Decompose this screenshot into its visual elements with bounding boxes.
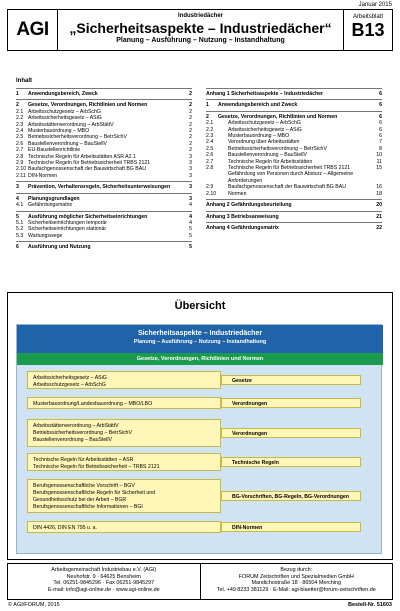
contents-title: Inhalt bbox=[16, 78, 32, 84]
toc-entry-page: 2 bbox=[189, 121, 192, 128]
toc-entry-title: Gesetze, Verordnungen, Richtlinien und Normen bbox=[28, 102, 148, 109]
toc-entry-title: Prävention, Verhaltensregeln, Sicherheitsunterweisungen bbox=[28, 184, 171, 191]
toc-entry-title: Anhang 3 Betriebsanweisung bbox=[206, 213, 279, 220]
toc-entry-number: 2.3 bbox=[206, 133, 214, 140]
toc-entry-number: 2 bbox=[16, 102, 19, 109]
toc-entry-number: 1 bbox=[206, 102, 209, 109]
toc-entry-title: Musterbauordnung – MBO bbox=[228, 133, 290, 140]
regulation-line: Berufsgenossenschaftliche Vorschrift – BGV bbox=[33, 483, 135, 489]
regulation-line: Technische Regeln für Betriebssicherheit – TRBS 2121 bbox=[33, 464, 160, 470]
toc-entry-page: 6 bbox=[379, 113, 382, 120]
regulation-line: DIN 4426, DIN EN 795 u. a. bbox=[33, 525, 98, 531]
toc-entry-page: 6 bbox=[379, 102, 382, 109]
toc-entry-number: 6 bbox=[16, 244, 19, 251]
toc-entry-title: Anhang 4 Gefährdungsmatrix bbox=[206, 224, 279, 231]
regulation-box bbox=[27, 479, 221, 513]
toc-entry-title: Normen bbox=[228, 190, 247, 197]
toc-entry-number: 2.8 bbox=[206, 165, 214, 172]
toc-entry-page: 6 bbox=[379, 120, 382, 127]
agi-logo: AGI bbox=[8, 10, 58, 50]
toc-entry bbox=[206, 199, 382, 208]
regulation-line: Technische Regeln für Arbeitsstätten – ASR bbox=[33, 457, 134, 463]
toc-entry-page: 8 bbox=[379, 145, 382, 152]
toc-entry-page: 10 bbox=[376, 152, 382, 159]
toc-entry-title: Technische Regeln für Betriebssicherheit TRBS 2121 bbox=[28, 160, 151, 167]
toc-entry-number: 5 bbox=[16, 213, 19, 220]
footer-line: Bezug durch: bbox=[280, 567, 313, 573]
toc-entry-title: Wartungswege bbox=[28, 232, 63, 239]
category-label: Technische Regeln bbox=[221, 457, 361, 467]
toc-entry-title: Arbeitsstättenverordnung – ArbStättV bbox=[28, 121, 114, 128]
diagram-category-bar: Gesetze, Verordnungen, Richtlinien und Normen bbox=[17, 353, 383, 365]
toc-entry-title: Ausführung und Nutzung bbox=[28, 244, 91, 251]
toc-entry-number: 4.1 bbox=[16, 202, 24, 209]
toc-entry-page: 6 bbox=[379, 91, 382, 97]
regulation-box bbox=[27, 371, 221, 389]
toc-entry bbox=[16, 173, 192, 179]
toc-entry bbox=[206, 211, 382, 220]
toc-entry-title: Technische Regeln für Arbeitsstätten bbox=[228, 158, 313, 165]
regulation-line: Arbeitssicherheitsgesetz – ASiG bbox=[33, 375, 107, 381]
toc-entry-page: 2 bbox=[189, 134, 192, 141]
toc-entry-page: 2 bbox=[189, 147, 192, 154]
diagram-header-subtitle: Planung – Ausführung – Nutzung – Instandhaltung bbox=[133, 339, 267, 345]
toc-entry-title: Technische Regeln für Arbeitsstätten ASR A2.1 bbox=[28, 153, 136, 160]
toc-entry-number: 4 bbox=[16, 195, 19, 202]
toc-entry-number: 2 bbox=[206, 113, 209, 120]
toc-entry-page: 2 bbox=[189, 102, 192, 109]
toc-entry-title: Technische Regeln für Betriebssicherheit TRBS 2121 Gefährdung von Personen durch Absturz – Allgemeine Anforderungen bbox=[228, 165, 354, 184]
regulation-line: Berufsgenossenschaftliche Regeln für Sicherheit und bbox=[33, 490, 155, 496]
toc-entry bbox=[16, 88, 192, 97]
toc-entry-number: 2.6 bbox=[206, 152, 214, 159]
toc-entry-number: 2.1 bbox=[206, 120, 214, 127]
toc-entry-title: Betriebssicherheitsverordnung – BetrSichV bbox=[28, 134, 127, 141]
publisher-address bbox=[8, 564, 200, 599]
toc-entry-title: Arbeitssicherheitsgesetz – ASiG bbox=[228, 126, 302, 133]
toc-entry-number: 2.7 bbox=[206, 158, 214, 165]
toc-entry-page: 6 bbox=[379, 133, 382, 140]
toc-entry-number: 2.1 bbox=[16, 108, 24, 115]
contents-left-column bbox=[16, 86, 192, 251]
overview-title: Übersicht bbox=[174, 300, 226, 312]
regulation-box bbox=[27, 453, 221, 471]
contents-right-column bbox=[206, 86, 382, 231]
toc-entry-page: 2 bbox=[189, 115, 192, 122]
toc-entry bbox=[16, 241, 192, 250]
toc-entry-number: 2.2 bbox=[206, 126, 214, 133]
toc-entry-page: 3 bbox=[189, 172, 192, 179]
toc-entry-number: 2.4 bbox=[16, 128, 24, 135]
toc-entry-page: 6 bbox=[379, 126, 382, 133]
toc-entry-title: Musterbauordnung – MBO bbox=[28, 128, 90, 135]
toc-entry-title: Ausführung möglicher Sicherheitseinrichtungen bbox=[28, 213, 148, 220]
toc-entry-page: 15 bbox=[376, 165, 382, 172]
toc-entry-title: Anwendungsbereich und Zweck bbox=[218, 102, 298, 109]
toc-entry-page: 4 bbox=[189, 202, 192, 209]
toc-entry-number: 5.2 bbox=[16, 226, 24, 233]
toc-entry-page: 5 bbox=[189, 232, 192, 239]
toc-entry-title: Anwendungsbereich, Zweck bbox=[28, 91, 98, 97]
footer-line: Neuhofstr. 9 · 64625 Bensheim bbox=[66, 573, 141, 580]
toc-entry-page: 3 bbox=[189, 160, 192, 167]
toc-entry-number: 2.6 bbox=[16, 140, 24, 147]
toc-entry-number: 2.3 bbox=[16, 121, 24, 128]
title-block bbox=[58, 10, 344, 50]
footer bbox=[7, 563, 393, 600]
toc-entry-title: Arbeitsschutzgesetz – ArbSchG bbox=[228, 120, 301, 127]
toc-entry-page: 18 bbox=[376, 190, 382, 197]
toc-entry-number: 2.7 bbox=[16, 147, 24, 154]
toc-entry-title: Sicherheitseinrichtungen stationär bbox=[28, 226, 107, 233]
category-label: BG-Vorschriften, BG-Regeln, BG-Verordnungen bbox=[221, 491, 361, 501]
toc-entry-page: 2 bbox=[189, 140, 192, 147]
toc-entry-page: 7 bbox=[379, 139, 382, 146]
distributor-address bbox=[200, 564, 393, 599]
toc-entry-title: Gefährdungsmatrix bbox=[28, 202, 73, 209]
toc-entry-title: Arbeitssicherheitsgesetz – ASiG bbox=[28, 115, 102, 122]
toc-entry-title: Planungsgrundlagen bbox=[28, 195, 80, 202]
toc-entry-number: 2.5 bbox=[16, 134, 24, 141]
sheet-block bbox=[344, 10, 392, 50]
toc-entry-page: 22 bbox=[376, 224, 382, 231]
category-label: DIN-Normen bbox=[221, 522, 361, 532]
toc-entry-number: 5.3 bbox=[16, 232, 24, 239]
toc-entry-title: Arbeitsschutzgesetz – ArbSchG bbox=[28, 108, 101, 115]
toc-entry bbox=[16, 99, 192, 108]
toc-entry-page: 2 bbox=[189, 108, 192, 115]
footer-line: Tel. 06251-9845296 · Fax 06251-9845297 bbox=[53, 580, 155, 587]
toc-entry-page: 2 bbox=[189, 128, 192, 135]
category-label: Verordnungen bbox=[221, 398, 361, 408]
toc-entry-number: 2.8 bbox=[16, 153, 24, 160]
regulation-line: Berufsgenossenschaftliche Informationen – BGI bbox=[33, 504, 143, 510]
toc-entry-title: Gesetze, Verordnungen, Richtlinien und Normen bbox=[218, 113, 338, 120]
toc-entry-page: 11 bbox=[376, 158, 382, 165]
toc-entry bbox=[16, 233, 192, 239]
toc-entry-page: 4 bbox=[189, 213, 192, 220]
toc-entry-page: 21 bbox=[376, 213, 382, 220]
toc-entry-page: 3 bbox=[189, 184, 192, 191]
toc-entry-title: Anhang 1 Sicherheitsaspekte – Industriedächer bbox=[206, 91, 324, 97]
sheet-label: Arbeitsblatt bbox=[352, 14, 383, 20]
regulation-box bbox=[27, 521, 221, 533]
toc-entry-title: Baufachgenossenschaft der Bauwirtschaft BG BAU bbox=[28, 166, 146, 173]
toc-entry-title: Sicherheitseinrichtungen temporär bbox=[28, 219, 108, 226]
toc-entry-number: 2.11 bbox=[16, 172, 26, 179]
toc-entry-number: 3 bbox=[16, 184, 19, 191]
overview-diagram bbox=[16, 324, 382, 554]
toc-entry bbox=[16, 211, 192, 220]
regulation-line: Gesundheitsschutz bei der Arbeit – BGR bbox=[33, 497, 127, 503]
document-title: „Sicherheitsaspekte – Industriedächer“ bbox=[69, 20, 332, 36]
toc-entry-title: DIN-Normen bbox=[28, 172, 58, 179]
toc-entry-number: 2.10 bbox=[206, 190, 217, 197]
toc-entry-title: Baustellenverordnung – BauStellV bbox=[28, 140, 108, 147]
toc-entry bbox=[206, 99, 382, 108]
footer-line: Arbeitsgemeinschaft Industriebau e.V. (AGI) bbox=[51, 567, 157, 573]
issue-date: Januar 2015 bbox=[358, 2, 392, 8]
regulation-line: Musterbauordnung/Landesbauordnung – MBO/LBO bbox=[33, 401, 153, 407]
toc-entry-title: Baufachgenossenschaft der Bauwirtschaft BG BAU bbox=[228, 184, 346, 191]
toc-entry bbox=[16, 193, 192, 202]
regulation-box bbox=[27, 419, 221, 447]
regulation-line: Baustellenverordnung – BauStellV bbox=[33, 437, 113, 443]
category-label: Verordnungen bbox=[221, 428, 361, 438]
order-number: Bestell-Nr. 51603 bbox=[347, 602, 392, 608]
toc-entry-page: 20 bbox=[376, 202, 382, 209]
diagram-header-title: Sicherheitsaspekte – Industriedächer bbox=[137, 330, 263, 337]
toc-entry-number: 1 bbox=[16, 91, 19, 97]
toc-entry bbox=[16, 202, 192, 208]
document-header bbox=[7, 9, 393, 51]
toc-entry-page: 5 bbox=[189, 226, 192, 233]
toc-entry bbox=[206, 191, 382, 197]
toc-entry-number: 2.9 bbox=[16, 160, 24, 167]
regulation-line: Arbeitsstättenverordnung – ArbStättV bbox=[33, 423, 119, 429]
toc-entry-title: Verordnung über Arbeitsstätten bbox=[228, 139, 300, 146]
document-subtitle: Planung – Ausführung – Nutzung – Instandhaltung bbox=[116, 37, 285, 44]
copyright: © AGI/FORUM, 2015 bbox=[8, 602, 60, 608]
sheet-number: B13 bbox=[351, 20, 385, 40]
over-title: Industriedächer bbox=[177, 13, 223, 19]
toc-entry-page: 3 bbox=[189, 195, 192, 202]
toc-entry-page: 4 bbox=[189, 219, 192, 226]
toc-entry-page: 16 bbox=[376, 184, 382, 191]
toc-entry-number: 2.2 bbox=[16, 115, 24, 122]
footer-line: FORUM Zeitschriften und Spezialmedien GmbH bbox=[238, 573, 354, 580]
category-label: Gesetze bbox=[221, 375, 361, 385]
toc-entry-number: 2.5 bbox=[206, 145, 214, 152]
toc-entry-number: 2.9 bbox=[206, 184, 214, 191]
toc-entry-page: 2 bbox=[189, 91, 192, 97]
toc-entry bbox=[206, 88, 382, 97]
toc-entry bbox=[16, 181, 192, 190]
toc-entry bbox=[206, 165, 382, 184]
toc-entry-title: EU-Baustellenrichtlinie bbox=[28, 147, 81, 154]
toc-entry bbox=[206, 111, 382, 120]
toc-entry-title: Betriebssicherheitsverordnung – BetrSichV bbox=[228, 145, 327, 152]
regulation-line: Arbeitsschutzgesetz – ArbSchG bbox=[33, 382, 106, 388]
toc-entry-number: 5.1 bbox=[16, 219, 24, 226]
toc-entry bbox=[206, 222, 382, 231]
footer-line: E-mail: info@agi-online.de · www.agi-online.de bbox=[47, 586, 160, 593]
toc-entry-page: 3 bbox=[189, 166, 192, 173]
toc-entry-number: 2.10 bbox=[16, 166, 27, 173]
toc-entry-page: 3 bbox=[189, 153, 192, 160]
toc-entry-page: 5 bbox=[189, 244, 192, 251]
toc-entry-title: Anhang 2 Gefährdungsbeurteilung bbox=[206, 202, 292, 209]
diagram-header bbox=[17, 325, 383, 353]
regulation-box bbox=[27, 397, 221, 409]
toc-entry-number: 2.4 bbox=[206, 139, 214, 146]
regulation-line: Betriebssicherheitsverordnung – BetrSichV bbox=[33, 430, 132, 436]
toc-entry-title: Baustellenverordnung – BauStellV bbox=[228, 152, 308, 159]
footer-line: Mandichostraße 18 · 86504 Merching bbox=[251, 580, 342, 587]
footer-line: Tel. +49 8233 381129 · E-Mail: agi-blaetter@forum-zeitschriften.de bbox=[216, 586, 376, 593]
